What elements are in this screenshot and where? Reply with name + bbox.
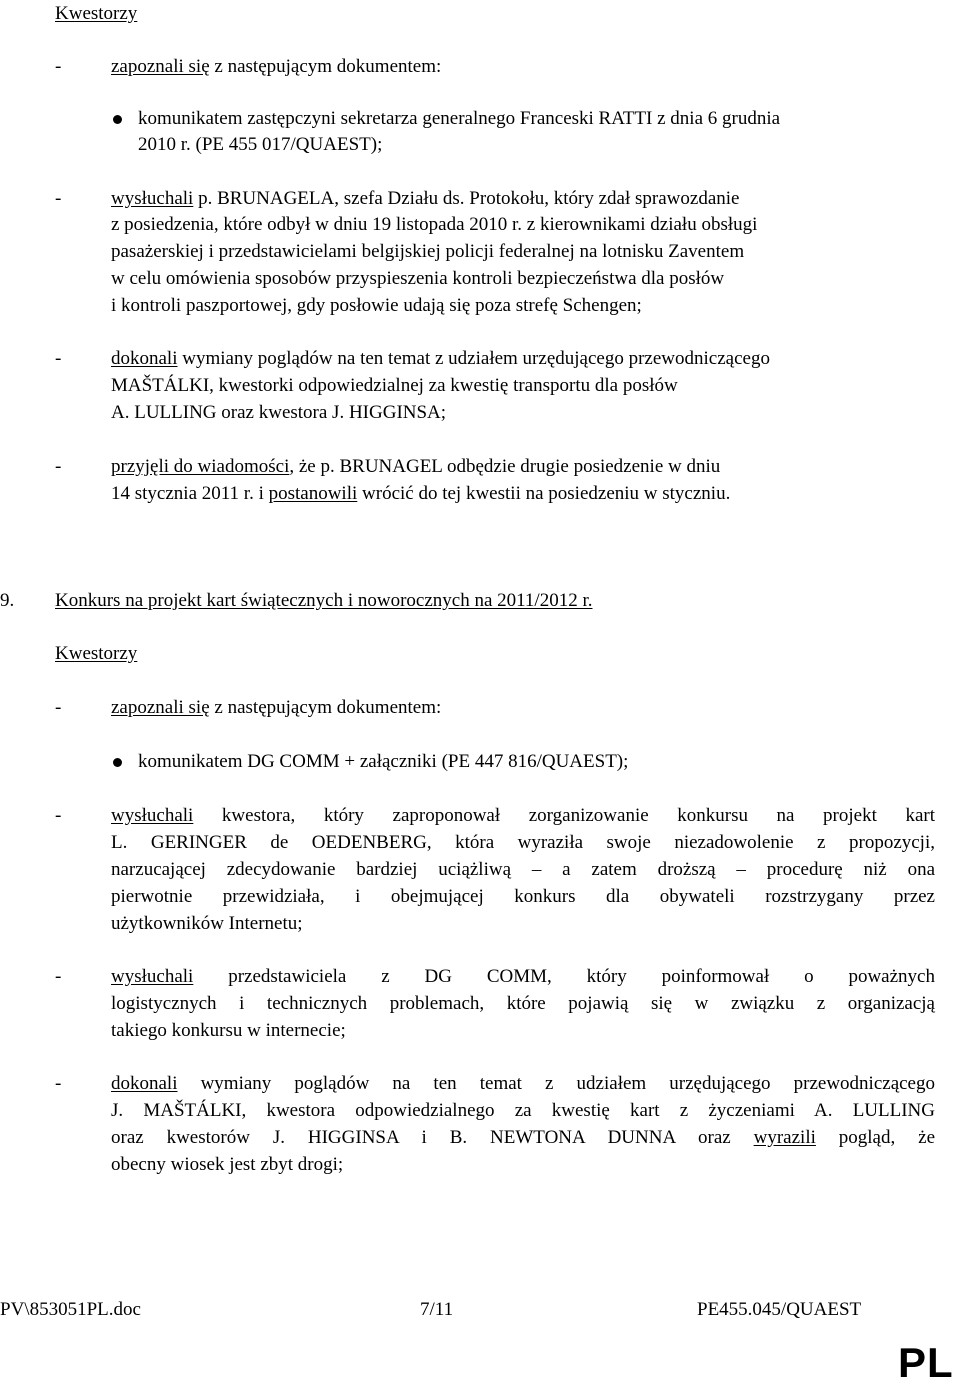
list-dash: - [55, 697, 62, 718]
list-item-text: użytkowników Internetu; [111, 913, 303, 934]
list-item-text: wysłuchali kwestora, który zaproponował zorganizowanie konkursu na projekt kart [111, 805, 935, 826]
list-dash: - [55, 805, 62, 826]
list-dash: - [55, 348, 62, 369]
verb-underlined: zapoznali się [111, 56, 210, 77]
verb-underlined: postanowili [268, 483, 358, 504]
verb-underlined: wysłuchali [111, 966, 194, 987]
bullet-icon [113, 115, 122, 124]
list-item-text: narzucającej zdecydowanie bardziej uciążliwą – a zatem droższą – procedurę niż ona [111, 859, 935, 880]
list-item-text: MAŠTÁLKI, kwestorki odpowiedzialnej za kwestię transportu dla posłów [111, 375, 678, 396]
list-item-text: dokonali wymiany poglądów na ten temat z udziałem urzędującego przewodniczącego [111, 348, 770, 369]
list-item-text: wysłuchali p. BRUNAGELA, szefa Działu ds. Protokołu, który zdał sprawozdanie [111, 188, 740, 209]
list-item-text: zapoznali się z następującym dokumentem: [111, 56, 442, 77]
list-dash: - [55, 966, 62, 987]
list-item-text: L. GERINGER de OEDENBERG, która wyraziła swoje niezadowolenie z propozycji, [111, 832, 935, 853]
section-heading: Kwestorzy [55, 3, 138, 24]
list-item-text: dokonali wymiany poglądów na ten temat z udziałem urzędującego przewodniczącego [111, 1073, 935, 1094]
verb-underlined: przyjęli do wiadomości [111, 456, 290, 477]
list-dash: - [55, 1073, 62, 1094]
list-item-text: i kontroli paszportowej, gdy posłowie udają się poza strefę Schengen; [111, 295, 642, 316]
verb-underlined: zapoznali się [111, 697, 210, 718]
bullet-icon [113, 758, 122, 767]
verb-underlined: wysłuchali [111, 805, 194, 826]
verb-underlined: wyrazili [753, 1127, 816, 1148]
list-dash: - [55, 456, 62, 477]
verb-underlined: dokonali [111, 348, 178, 369]
verb-underlined: dokonali [111, 1073, 178, 1094]
list-item-text: zapoznali się z następującym dokumentem: [111, 697, 442, 718]
bullet-text: komunikatem zastępczyni sekretarza generalnego Franceski RATTI z dnia 6 grudnia [138, 108, 781, 129]
footer-filename: PV\853051PL.doc [0, 1299, 141, 1320]
list-dash: - [55, 188, 62, 209]
list-item-text: przyjęli do wiadomości, że p. BRUNAGEL odbędzie drugie posiedzenie w dniu [111, 456, 721, 477]
list-item-text: pierwotnie przewidziała, i obejmującej konkurs dla obywateli rozstrzygany przez [111, 886, 935, 907]
list-item-text: wysłuchali przedstawiciela z DG COMM, który poinformował o poważnych [111, 966, 935, 987]
verb-underlined: wysłuchali [111, 188, 194, 209]
footer-reference: PE455.045/QUAEST [697, 1299, 862, 1320]
footer-page-number: 7/11 [420, 1299, 454, 1320]
section-title: Konkurs na projekt kart świątecznych i noworocznych na 2011/2012 r. [55, 590, 593, 611]
list-item-text: J. MAŠTÁLKI, kwestora odpowiedzialnego za kwestię kart z życzeniami A. LULLING [111, 1100, 935, 1121]
list-item-text: z posiedzenia, które odbył w dniu 19 listopada 2010 r. z kierownikami działu obsługi [111, 214, 758, 235]
list-item-text: logistycznych i technicznych problemach, które pojawią się w związku z organizacją [111, 993, 935, 1014]
language-mark: PL [898, 1339, 954, 1386]
list-item-text: 14 stycznia 2011 r. i postanowili wrócić do tej kwestii na posiedzeniu w styczniu. [111, 483, 731, 504]
bullet-text: komunikatem DG COMM + załączniki (PE 447 816/QUAEST); [138, 751, 629, 772]
list-item-text: pasażerskiej i przedstawicielami belgijskiej policji federalnej na lotnisku Zaventem [111, 241, 745, 262]
list-item-text: A. LULLING oraz kwestora J. HIGGINSA; [111, 402, 447, 423]
list-item-text: obecny wiosek jest zbyt drogi; [111, 1154, 344, 1175]
section-number: 9. [0, 590, 15, 611]
bullet-text: 2010 r. (PE 455 017/QUAEST); [138, 134, 383, 155]
list-dash: - [55, 56, 62, 77]
section-heading: Kwestorzy [55, 643, 138, 664]
list-item-text: takiego konkursu w internecie; [111, 1020, 346, 1041]
list-item-text: oraz kwestorów J. HIGGINSA i B. NEWTONA DUNNA oraz wyrazili pogląd, że [111, 1127, 936, 1148]
list-item-text: w celu omówienia sposobów przyspieszenia kontroli bezpieczeństwa dla posłów [111, 268, 725, 289]
